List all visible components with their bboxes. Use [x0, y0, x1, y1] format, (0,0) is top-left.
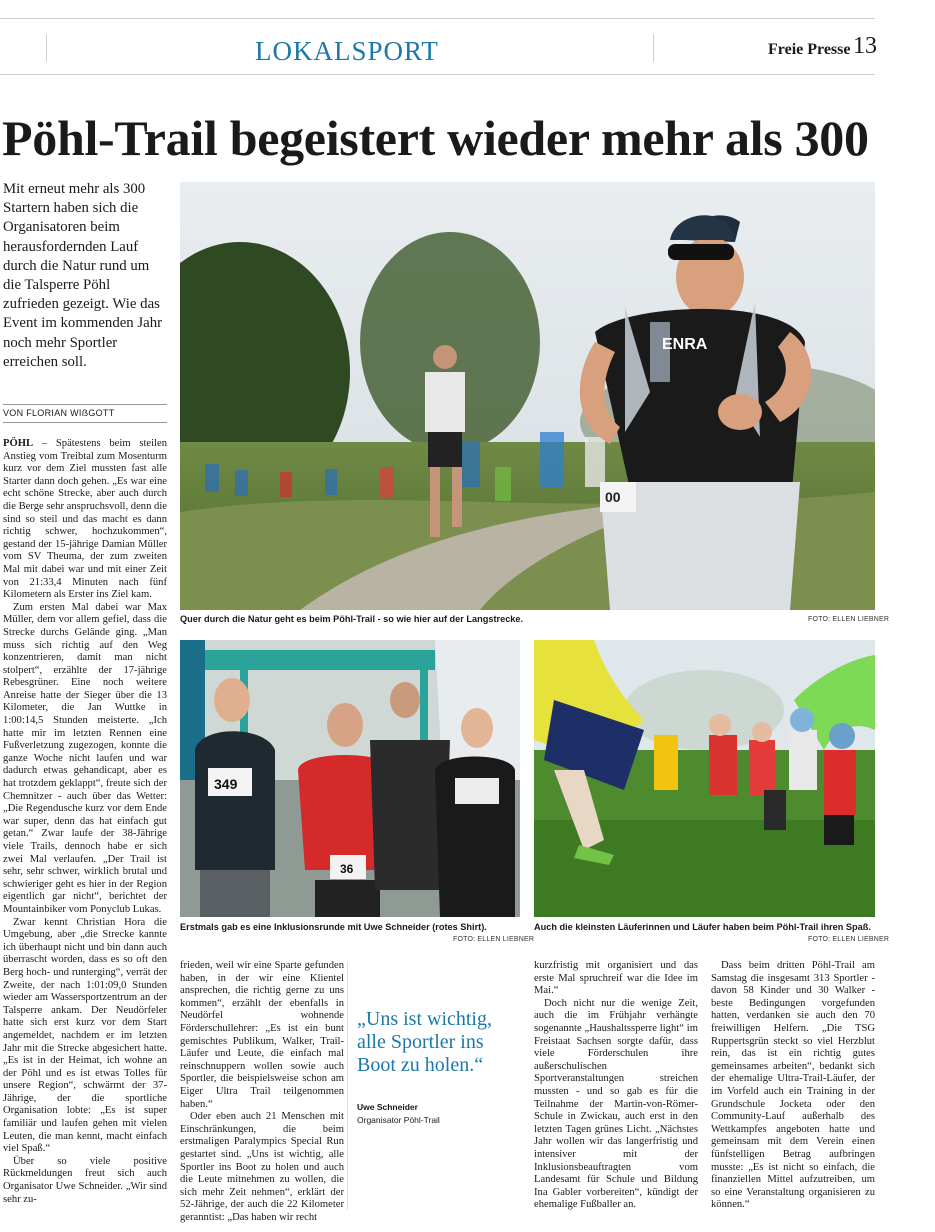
- article-column-4: [711, 960, 875, 1212]
- kids-photo-caption: Auch die kleinsten Läuferinnen und Läufer haben beim Pöhl-Trail ihren Spaß.: [534, 922, 871, 932]
- article-column-3: [534, 960, 698, 1212]
- shirt-text: ENRA: [662, 336, 708, 353]
- inclusion-photo-credit: FOTO: ELLEN LIEBNER: [453, 936, 535, 943]
- intro-text: Mit erneut mehr als 300 Startern haben sich die Organisatoren beim herausfordernden Lauf durch die Natur rund um die Talsperre Pöhl zufrieden gezeigt. Wie das Event im kommenden Jahr noch mehr Sportler erreichen soll.: [3, 181, 163, 370]
- pull-quote: „Uns ist wichtig, alle Sportler ins Boot zu holen.“: [357, 1008, 492, 1076]
- main-photo-caption: Quer durch die Natur geht es beim Pöhl-Trail - so wie hier auf der Langstrecke.: [180, 614, 524, 624]
- header-divider-right: [653, 34, 654, 62]
- inclusion-photo: [180, 640, 520, 917]
- header-divider-left: [46, 34, 47, 62]
- kids-photo: [534, 640, 875, 917]
- main-photo-credit: FOTO: ELLEN LIEBNER: [808, 616, 890, 623]
- top-rule: [0, 18, 875, 19]
- main-photo: [180, 182, 875, 610]
- newspaper-name: Freie Presse: [768, 41, 851, 58]
- article-column-1: [3, 438, 167, 1206]
- col2-paragraph-1: frieden, weil wir eine Sparte gefunden haben, in der wir eine Klientel ansprechen, die richtig gerne zu uns kommen“, erzählt der ebenfalls in Neudörfel wohnende Förderschullehrer: „Es ist ein bunt gemischtes Publikum, Walker, Trail-Läufer und Leute, die einfach mal reinschnuppern wollen sowie auch Sportler, die beispielsweise schon am Eiger Ultra Trail teilgenommen haben.“: [180, 960, 344, 1110]
- col1-paragraph-4: Über so viele positive Rückmeldungen freut sich auch Organisator Uwe Schneider. „Wir sind sehr zu-: [3, 1155, 167, 1205]
- col2-paragraph-2: Oder eben auch 21 Menschen mit Einschränkungen, die beim erstmaligen Paralympics Special Run gestartet sind. „Uns ist wichtig, alle Sportler ins Boot zu holen und auch die Leute mitnehmen zu wollen, die sich mehr Zeit nehmen“, erklärt der 52-Jährige, der auch die 22 Kilometer geranntist: „Das haben wir recht: [180, 1111, 344, 1223]
- col4-paragraph-1: Dass beim dritten Pöhl-Trail am Samstag die insgesamt 313 Sportler - davon 58 Kinder und 30 Walker - beste Bedingungen vorgefunden hatten, verdanken sie auch den 70 freiwilligen Helfern. „Die TSG Ruppertsgrün steckt so viel Herzblut rein, das ist ein richtig gutes gemeinsames arbeiten“, bedankt sich der ehemalige Ultra-Trail-Läufer, der im Vorfeld auch ein Training in der Grundschule Jocketa oder den Community-Lauf außerhalb des Wettkampfes angeboten hatte und gemeinsam mit dem Verein einen fünfstelligen Betrag aufbringen musste: „Es ist nicht so einfach, die finanziellen Mittel aufzutreiben, um so eine Veranstaltung organisieren zu können.“: [711, 960, 875, 1211]
- bib-number-left: 349: [214, 776, 238, 792]
- byline-rule-bottom: [3, 422, 167, 423]
- headline: Pöhl-Trail begeistert wieder mehr als 300: [2, 110, 869, 166]
- header-bottom-rule: [0, 74, 875, 75]
- quote-author: Uwe Schneider: [357, 1102, 418, 1112]
- col1-text-1: – Spätestens beim steilen Anstieg vom Treibtal zum Mosenturm kurz vor dem Ziel mussten fast alle Starter dann doch gehen. „Es war eine echt schöne Strecke, aber auch durch die Berge sehr anspruchsvoll, denn die sind so steil und das macht es dann richtig schwer, hochzukommen“, gestand der 15-jährige Damian Müller vom SV Theuma, der zum zweiten Mal mit dabei war und mit einer Zeit von 21:33,4 Minuten nach fünf Kilometern als Erster ins Ziel kam.: [3, 438, 167, 601]
- byline: VON FLORIAN WIẞGOTT: [3, 408, 115, 418]
- col3-paragraph-1: kurzfristig mit organisiert und das erste Mal spruchreif war die Idee im Mai.“: [534, 960, 698, 997]
- byline-rule: [3, 404, 167, 405]
- quote-author-role: Organisator Pöhl-Trail: [357, 1115, 440, 1125]
- article-column-2: [180, 960, 344, 1224]
- col1-paragraph-1: [3, 438, 167, 602]
- col1-paragraph-3: Zwar kennt Christian Hora die Umgebung, aber „die Strecke kannte ich überhaupt nicht und bin dann auch überrascht worden, dass es so oft den Berg hoch- und runterging“, verrät der Zweite, der nach 1:01:09,0 Stunden wieder am Wassersportzentrum an der Talsperre ankam. Der Neudörfeler hatte sich erst kurz vor dem Start angemeldet, nachdem er im letzten Jahr mit die Strecke abgesichert hatte. „Es ist in der Heimat, ich wohne an der Pöhl und es ist etwas Tolles für unsere Region“, schwärmt der 37-Jährige, der die sportliche Organisation lobte: „Es ist super familiär und laufen gehen mit vielen Leuten, die man kennt, macht einfach viel Spaß.“: [3, 916, 167, 1155]
- inclusion-photo-caption: Erstmals gab es eine Inklusionsrunde mit Uwe Schneider (rotes Shirt).: [180, 922, 487, 932]
- col3-paragraph-2: Doch nicht nur die wenige Zeit, auch die im Frühjahr verhängte sogenannte „Haushaltssperre light“ im Freistaat Sachsen sorgte dafür, dass viele Förderschulen ihre außerschulischen Sportveranstaltungen streichen mussten - und so gab es für die Teilnahme der Martin-von-Römer-Schule in Zwickau, auch erst in den letzten Tagen grünes Licht. „Nächstes Jahr wollen wir das langerfristig und intensiver mit der Inklusionsbeauftragten vom Landesamt für Schule und Bildung Ina Gabler vorbereiten“, kündigt der ehemalige Fußballer an.: [534, 997, 698, 1211]
- bib-number: 00: [605, 489, 621, 505]
- section-title: LOKALSPORT: [255, 36, 439, 66]
- kids-photo-credit: FOTO: ELLEN LIEBNER: [808, 936, 890, 943]
- page-number: 13: [853, 33, 877, 59]
- bib-number-center: 36: [340, 862, 354, 876]
- dateline: PÖHL: [3, 438, 34, 449]
- col1-paragraph-2: Zum ersten Mal dabei war Max Müller, dem vor allem gefiel, dass die Strecke durchs Gelände ging. „Man muss sich richtig auf den Weg konzentrieren, damit man nicht stolpert“, erzählte der 17-jährige Rebesgrüner. Eine noch weitere Anreise hatte der Sieger über die 13 Kilometer, die Jan Wuttke in 1:00:14,5 Stunden meisterte. „Ich hatte mir im letzten Rennen eine Fußverletzung zugezogen, konnte die ganze Woche nicht laufen und war dadurch etwas gehandicapt, aber es hat trotzdem geklappt“, freute sich der Chemnitzer - auch über das Wetter: „Die Regendusche kurz vor dem Ende war super, denn das hat einfach gut getan.“ Zwar laufe der 38-Jährige viele Trails, dennoch habe er sich zwei Mal verlaufen. „Der Trail ist sehr, sehr schwer, wirklich brutal und schwieriger geht es hier in der Region eigentlich gar nicht“, berichtet der Mountainbiker vom Ponyclub Lukas.: [3, 601, 167, 915]
- quote-divider-left: [347, 962, 348, 1210]
